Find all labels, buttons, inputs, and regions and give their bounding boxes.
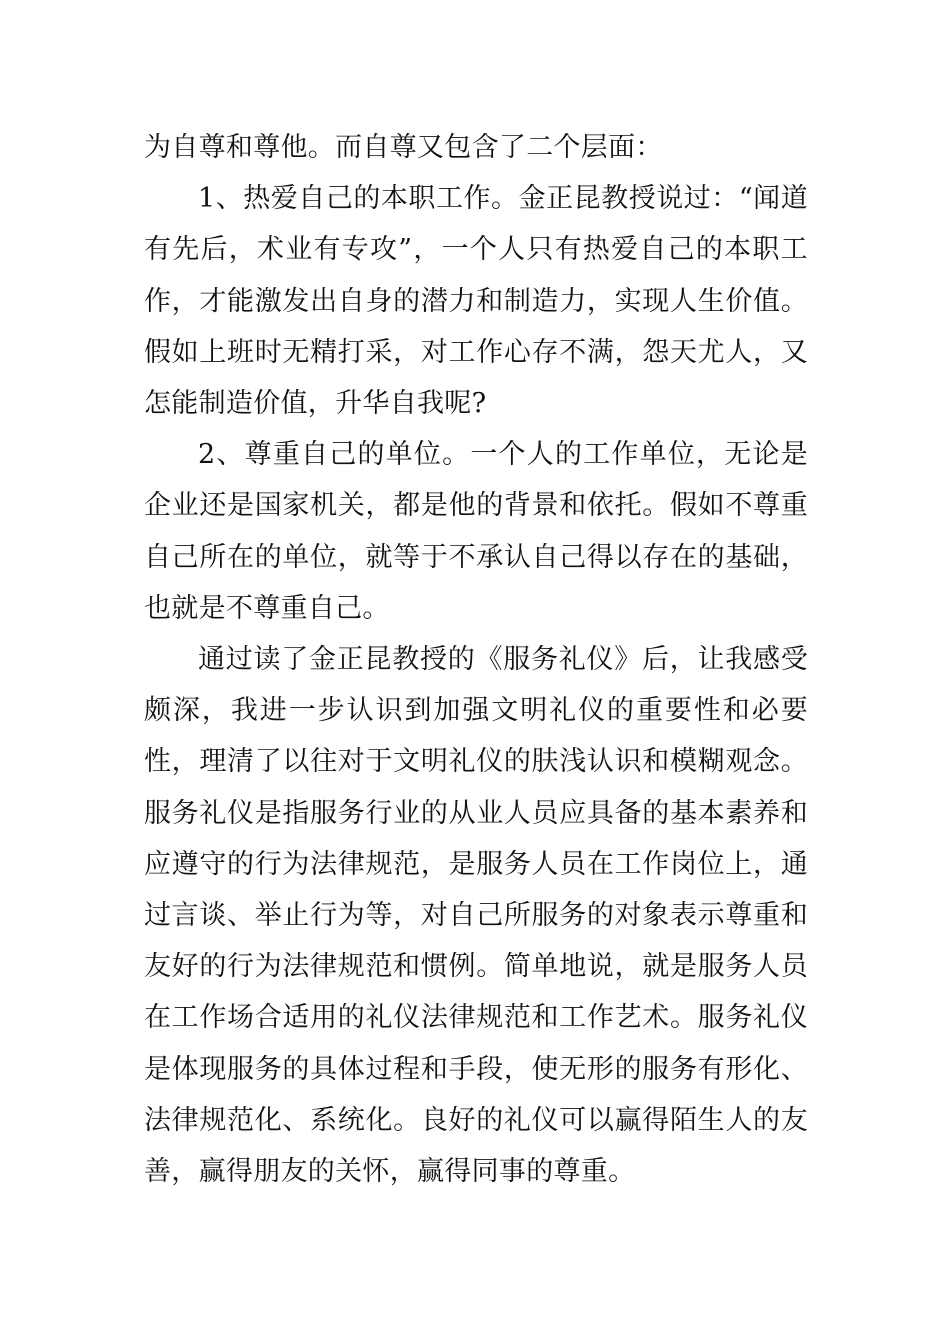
paragraph-love-own-work: 1、热爱自己的本职工作。金正昆教授说过：“闻道有先后，术业有专攻”，一个人只有热爱自己的本职工作，才能激发出自身的潜力和制造力，实现人生价值。假如上班时无精打采，对工作心存不满，怨天尤人，又怎能制造价值，升华自我呢? [144,183,808,420]
document-body [144,122,808,1197]
paragraph-service-etiquette: 通过读了金正昆教授的《服务礼仪》后，让我感受颇深，我进一步认识到加强文明礼仪的重要性和必要性，理清了以往对于文明礼仪的肤浅认识和模糊观念。服务礼仪是指服务行业的从业人员应具备的基本素养和应遵守的行为法律规范，是服务人员在工作岗位上，通过言谈、举止行为等，对自己所服务的对象表示尊重和友好的行为法律规范和惯例。简单地说，就是服务人员在工作场合适用的礼仪法律规范和工作艺术。服务礼仪是体现服务的具体过程和手段，使无形的服务有形化、法律规范化、系统化。良好的礼仪可以赢得陌生人的友善，赢得朋友的关怀，赢得同事的尊重。 [144,644,808,1188]
paragraph-respect-own-unit: 2、尊重自己的单位。一个人的工作单位，无论是企业还是国家机关，都是他的背景和依托。假如不尊重自己所在的单位，就等于不承认自己得以存在的基础，也就是不尊重自己。 [144,439,808,624]
paragraph-continuation: 为自尊和尊他。而自尊又包含了二个层面： [144,132,663,163]
